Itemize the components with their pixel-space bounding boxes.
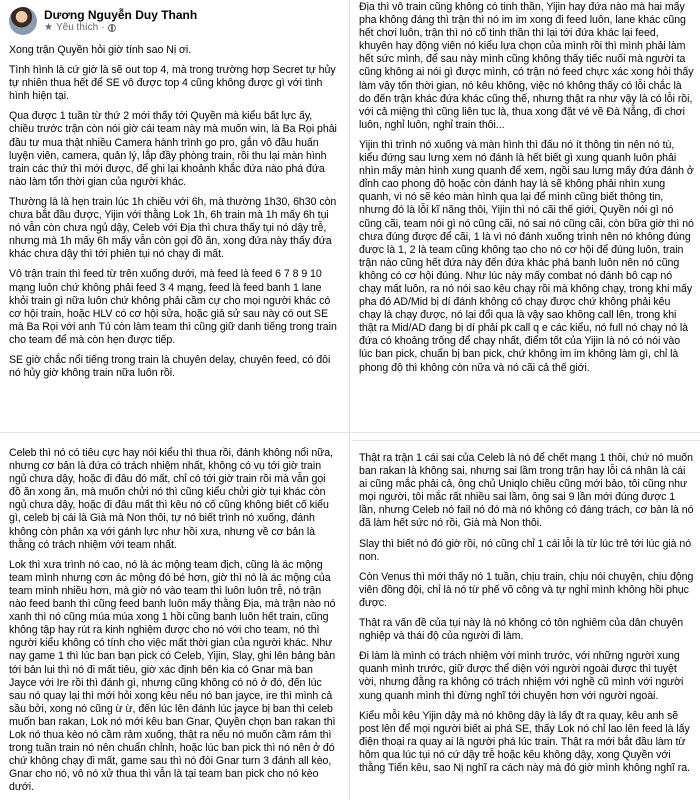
paragraph: Xong trận Quyền hỏi giờ tính sao Nị ơi. (9, 44, 192, 56)
avatar[interactable] (9, 7, 37, 35)
paragraph: Địa thì vô train cũng không có tinh thần, Yijin hay đứa nào mà hai mấy pha không đáng thì trận thì nó im im xong đi feed luôn, lane khác cũng hết chơi luôn, trận thì nó cố tinh thần thì lại tới đứa khác lại feed, khuyên hay động viên nó kiểu lựa chọn của mình rồi thì mình phải làm hết sức mình, để sau này mình cũng không thấy tiếc nuối mà người ta cũng không ai nói gì được mình, có trận nó feed chực xác xong hỏi thấy làm vậy tốn thời gian, nó kêu không, việc nó không thấy có lỗi chắc là do đến trận khác đứa khác cũng thế, nhưng thật ra như vậy là có lỗi rồi, với cả miệng thì cũng liên tục là, thua xong đặt vé về Đà Nẵng, đi chơi luôn, nghỉ luôn, nghỉ train thôi... (359, 1, 694, 131)
paragraph: Vô trận train thì feed từ trên xuống dưới, mà feed là feed 6 7 8 9 10 mạng luôn chứ không phải feed 3 4 mạng, feed là feed banh 1 lane khỏi train gì nữa luôn chứ không phải cầm cự cho mọi người khác có cơ hội train, hoặc HLV có cơ hội sửa, hoặc giả sử sau này có out SE mà Ba Rọi với anh Tú còn làm team thì cũng giữ danh tiếng trong train cho team để mà còn hẹn được tiếp. (9, 268, 337, 346)
paragraph: SE giờ chắc nổi tiếng trong train là chuyên delay, chuyên feed, có đôi nó hủy giờ không train nữa luôn rồi. (9, 353, 331, 380)
post-header (9, 0, 340, 40)
star-icon: ★ (44, 22, 53, 33)
paragraph: Còn Venus thì mới thấy nó 1 tuần, chịu train, chịu nói chuyện, chịu động viên đồng đội, chỉ là nó từ phế võ công và tự nghỉ mình không hồi phục được. (359, 570, 694, 609)
left-top-text (9, 44, 340, 380)
paragraph: Kiểu mỗi kêu Yijin dậy mà nó không dậy là lấy đt ra quay, kêu anh sẽ post lên để mọi người biết ai phá SE, thấy Lok nó chỉ lao lên feed là lấy điện thoại ra quay ai là người phá lúc train. Thật ra mới bắt đầu làm từ hôm qua lúc tụi nó cứ dậy trễ hoặc kêu không dậy, xong Quyền với thằng Tiến kêu, sao Nị nghĩ ra cách này mà đó giờ mình không nghĩ ra. (359, 709, 690, 774)
paragraph: Yijin thì trình nó xuống và màn hình thì đấu nó ít thông tin nên nó tù, kiểu đứng sau lưng xem nó đánh là hết biết gì xung quanh luôn phải nhìn mấy màn hình xung quanh để xem, ngồi sau lưng mấy đứa đánh ở đỉnh cao phong độ hoặc còn đánh hay là sẽ không phải nhìn xung quanh, vì nó sẽ kéo màn hình qua lại để mình cũng biết thông tin, nhưng đó là lỗi kĩ năng thôi, Yijin thì nó cãi thế giới, Quyền nói gì nó cũng cãi, team nói gì nó cũng cãi, nó sai nó cũng cãi, còn bữa giờ thì nó chưa đúng được để cãi, 1 là vì nó đánh xuống trình nên nó không đúng được là 1, 2 là team cũng không tạo cho nó cơ hội để đúng luôn, train trận nào cũng hết đứa này đến đứa khác phá banh luôn nên nó cũng không có cơ hội đúng. Như lúc này mấy combat nó đánh bô cạp nó chạy mất luôn, ra nó nói sao kêu chạy rồi mà không chạy, trong khi mấy pha đó AD/Mid bị dí đánh không có chạy được chứ không phải kêu chạy là chạy được, nó lại đổi qua là vậy sao không call lên, trong khi thật ra Mid/AD đang bị dí phải pk call q e các kiểu, nó full nó chạy nó là đứa có khoảng trống để chạy nhất, điểm tốt của Yijin là nó có nói vào lúc ban pick, chuẩn bị ban pick, chứ không im im không làm gì, chỉ là phong độ thì không còn nữa và nó cãi cả thế giới. (359, 138, 694, 374)
right-column (352, 0, 700, 774)
paragraph: Thường là là hẹn train lúc 1h chiều với 6h, mà thường 1h30, 6h30 còn chưa bắt đầu được, Yijin với thằng Lok 1h, 6h train mà 1h mấy 6h tụi nó vẫn còn chưa ngủ dậy, Celeb với Địa thì chưa thấy tụi nó dậy trễ, nhưng mà 1h mấy 6h mấy vẫn còn gọi đồ ăn, xong đứa này thấy đứa khác chưa dậy thì tới phiên tụi nó chạy đi mất. (9, 195, 337, 261)
paragraph: Celeb thì nó có tiêu cực hay nói kiểu thì thua rồi, đánh không nổi nữa, nhưng cơ bản là đứa có trách nhiệm nhất, không có vụ tới giờ train ngủ chưa dậy, hoặc đi đâu đó mất, chỉ có tới giờ train rồi mà vẫn gọi đồ ăn xong ăn, mà muốn chửi nó thì cũng kiểu chửi giờ tụi khác còn ngủ chưa dậy, hoặc đi đâu mất thì kêu nó cố cũng không biết cố kiểu gì, celeb bị cái là Già mà Non thôi, tự nó biết trình nó xuống, đánh không còn phản xạ với gánh lực như hồi xưa, nhưng về cơ bản là thằng có trách nhiệm với team nhất. (9, 447, 333, 551)
right-top-text (359, 1, 694, 375)
left-column (0, 0, 348, 794)
left-section-separator (0, 432, 700, 433)
paragraph: Thật ra trận 1 cái sai của Celeb là nó để chết mạng 1 thôi, chứ nó muốn ban rakan là không sai, nhưng sai lầm trong trận hay lỗi cá nhân là cái ai cũng mắc phải cả, ông chủ Uniqlo chiều cũng mới bảo, tôi cũng như mọi người, tôi mắc rất nhiều sai lầm, ông sai 9 lần mới đúng được 1 lần, nhưng Celeb nó fail nó đó mà nó không có đáng trách, cơ bản là nó đã làm hết sức nó rồi, Già mà Non thôi. (359, 452, 694, 530)
left-bottom-text (9, 447, 340, 801)
column-divider (349, 0, 350, 800)
paragraph: Thật ra vấn đề của tụi này là nó không có tôn nghiêm của dân chuyên nghiệp và thái độ của người đi làm. (359, 617, 684, 643)
paragraph: Tình hình là cứ giờ là sẽ out top 4, mà trong trường hợp Secret tự hủy tự nhiên thua hết để SE vô được top 4 cũng không được gì với tình hình hiện tại. (9, 64, 336, 103)
right-bottom-text (359, 452, 694, 782)
meta-label: Yêu thích (55, 22, 99, 33)
globe-icon[interactable] (108, 24, 116, 32)
paragraph: Slay thì biết nó đó giờ rồi, nó cũng chỉ 1 cái lỗi là từ lúc trẻ tới lúc già nó non. (359, 537, 692, 563)
author-name[interactable]: Dương Nguyễn Duy Thanh (44, 8, 198, 22)
right-section-separator (352, 440, 700, 441)
paragraph: Đi làm là mình có trách nhiệm với mình trước, với những người xung quanh mình trước, giữ được thể diện với người ngoài được thì tuyệt vời, nhưng đằng ra không có trách nhiệm với nghề cũ mình với người xung quanh mình thì đừng nghĩ tới chuyện hơn với người ngoài. (359, 650, 684, 702)
post-meta: ★ Yêu thích · (44, 22, 197, 34)
paragraph: Lok thì xưa trình nó cao, nó là ác mộng team địch, cũng là ác mộng team mình nhưng cơn ác mộng đó bé hơn, giờ thì nó là ác mộng của team mình nhiều hơn, mà giờ nó vào team thì luôn luôn trễ, nó trận nào feed banh thì cũng feed banh luôn mấy thằng Địa, mà trận nào nó xanh thì nó cũng múa múa xong 1 hồi cũng banh luôn hết train, cũng không tập hay rút ra kinh nghiệm được cho nó với cho team, nó thì người kiểu không có tính cho việc mất thời gian của người khác. Như nay game 1 thì lúc ban bạn pick có Celeb, Yijin, Slay, ghi lên bảng bản tới bản lui thì nó đi mất tiêu, giờ xác định bên kia có Gnar mà ban Jayce với Ire rồi thì đánh gì, nhưng cũng không có nó ở đó, đến lúc sau nó quay lại thì mới hỏi xong kêu nếu nó ban jayce, ire thì mình cả sầu bởi, xong nó cũng ừ ừ, đến lúc lên đánh lúc jayce bị ban thì celeb muốn ban rakan, Lok nó mới kêu ban Gnar, Quyền chọn ban rakan thì Lok nó thua kèo nó cầm rảm xuống, thật ra nếu nó muốn cầm rảm thì trong tuần train nó nên chuẩn chỉnh, hoặc lúc ban pick thì nó nên ở đó chứ không chạy đi mất, game sau thì nó đòi Gnar turn 3 đánh all kèo, Gnar cho nó, vô nó xử thua thì vẫn là tại team ban pick cho nó kèo dưới. (9, 558, 336, 794)
paragraph: Qua được 1 tuần từ thứ 2 mới thấy tới Quyền mà kiểu bất lực ấy, chiều trước trận còn nói giờ cái team này mà muốn win, là Ba Rọi phải đầu tư mua thật nhiều Camera hành trình go pro, gắn vô đầu huấn luyện viên, camera, quản lý, lắp đầy phòng train, rồi thu lại màn hình train các thứ thì mới được, để ghi lại khoảnh khắc đứa nào phá đứa nào làm tổn thời gian của người khác. (9, 110, 337, 188)
